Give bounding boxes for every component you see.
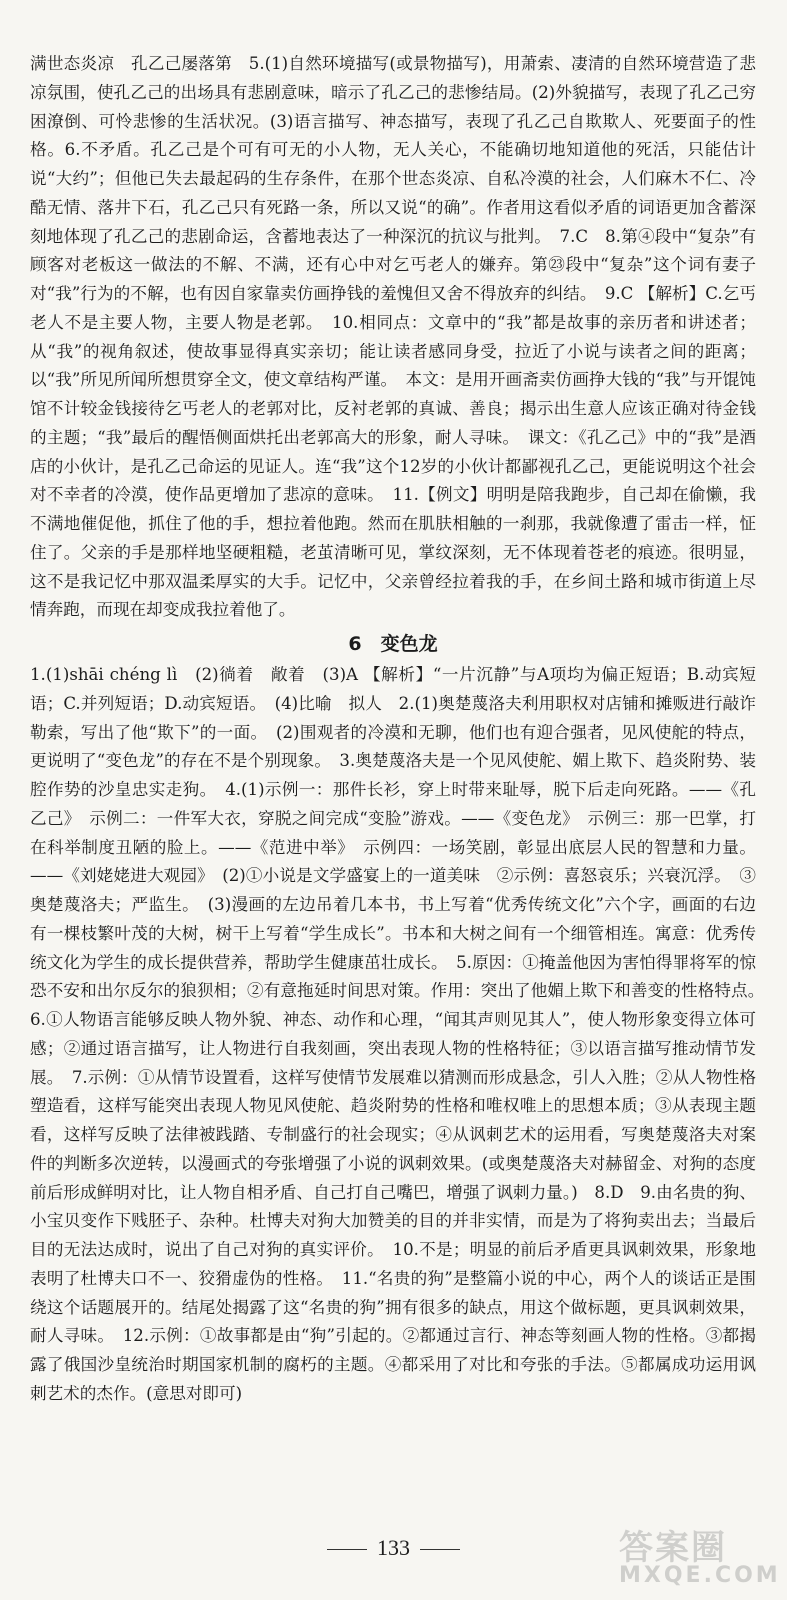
watermark-bottom-text: MXQE.COM (619, 1563, 781, 1588)
answer-text-section-5: 满世态炎凉 孔乙己屡落第 5.(1)自然环境描写(或景物描写)，用萧索、凄清的自然环境营造了悲凉氛围，使孔乙己的出场具有悲剧意味，暗示了孔乙己的悲惨结局。(2)外貌描写，表现了孔乙己穷困潦倒、可怜悲惨的生活状况。(3)语言描写、神态描写，表现了孔乙己自欺欺人、死要面子的性格。6.不矛盾。孔乙己是个可有可无的小人物，无人关心，不能确切地知道他的死活，只能估计说“大约”；但他已失去最起码的生存条件，在那个世态炎凉、自私冷漠的社会，人们麻木不仁、冷酷无情、落井下石，孔乙己只有死路一条，所以又说“的确”。作者用这看似矛盾的词语更加含蓄深刻地体现了孔乙己的悲剧命运，含蓄地表达了一种深沉的抗议与批判。 7.C 8.第④段中“复杂”有顾客对老板这一做法的不解、不满，还有心中对乞丐老人的嫌弃。第㉓段中“复杂”这个词有妻子对“我”行为的不解，也有因自家靠卖仿画挣钱的羞愧但又舍不得放弃的纠结。 9.C 【解析】C.乞丐老人不是主要人物，主要人物是老郭。 10.相同点：文章中的“我”都是故事的亲历者和讲述者；从“我”的视角叙述，使故事显得真实亲切；能让读者感同身受，拉近了小说与读者之间的距离；以“我”所见所闻所想贯穿全文，使文章结构严谨。 本文：是用开画斋卖仿画挣大钱的“我”与开馄饨馆不计较金钱接待乞丐老人的老郭对比，反衬老郭的真诚、善良；揭示出生意人应该正确对待金钱的主题；“我”最后的醒悟侧面烘托出老郭高大的形象，耐人寻味。 课文：《孔乙己》中的“我”是酒店的小伙计，是孔乙己命运的见证人。连“我”这个12岁的小伙计都鄙视孔乙己，更能说明这个社会对不幸者的冷漠，使作品更增加了悲凉的意味。 11.【例文】明明是陪我跑步，自己却在偷懒，我不满地催促他，抓住了他的手，想拉着他跑。然而在肌肤相触的一刹那，我就像遭了雷击一样，怔住了。父亲的手是那样地坚硬粗糙，老茧清晰可见，掌纹深刻，无不体现着苍老的痕迹。很明显，这不是我记忆中那双温柔厚实的大手。记忆中，父亲曾经拉着我的手，在乡间土路和城市街道上尽情奔跑，而现在却变成我拉着他了。 (30, 54, 756, 620)
section-heading: 6 变色龙 (348, 633, 438, 655)
answer-text-section-6: 1.(1)shāi chéng lì (2)徜着 敞着 (3)A 【解析】“一片沉静”与A项均为偏正短语；B.动宾短语；C.并列短语；D.动宾短语。 (4)比喻 拟人 2.(1)奥楚蔑洛夫利用职权对店铺和摊贩进行敲诈勒索，写出了他“欺下”的一面。 (2)围观者的冷漠和无聊，他们也有迎合强者，见风使舵的特点，更说明了“变色龙”的存在不是个别现象。 3.奥楚蔑洛夫是一个见风使舵、媚上欺下、趋炎附势、装腔作势的沙皇忠实走狗。 4.(1)示例一：那件长衫，穿上时带来耻辱，脱下后走向死路。——《孔乙己》 示例二：一件军大衣，穿脱之间完成“变脸”游戏。——《变色龙》 示例三：那一巴掌，打在科举制度丑陋的脸上。——《范进中举》 示例四：一场笑剧，彰显出底层人民的智慧和力量。——《刘姥姥进大观园》 (2)①小说是文学盛宴上的一道美味 ②示例：喜怒哀乐；兴衰沉浮。 ③奥楚蔑洛夫；严监生。 (3)漫画的左边吊着几本书，书上写着“优秀传统文化”六个字，画面的右边有一棵枝繁叶茂的大树，树干上写着“学生成长”。书本和大树之间有一个细管相连。寓意：优秀传统文化为学生的成长提供营养，帮助学生健康茁壮成长。 5.原因：①掩盖他因为害怕得罪将军的惊恐不安和出尔反尔的狼狈相；②有意拖延时间思对策。作用：突出了他媚上欺下和善变的性格特点。 6.①人物语言能够反映人物外貌、神态、动作和心理，“闻其声则见其人”，使人物形象变得立体可感；②通过语言描写，让人物进行自我刻画，突出表现人物的性格特征；③以语言描写推动情节发展。 7.示例：①从情节设置看，这样写使情节发展难以猜测而形成悬念，引人入胜；②从人物性格塑造看，这样写能突出表现人物见风使舵、趋炎附势的性格和唯权唯上的思想本质；③从表现主题看，这样写反映了法律被践踏、专制盛行的社会现实；④从讽刺艺术的运用看，写奥楚蔑洛夫对案件的判断多次逆转，以漫画式的夸张增强了小说的讽刺效果。(或奥楚蔑洛夫对赫留金、对狗的态度前后形成鲜明对比，让人物自相矛盾、自己打自己嘴巴，增强了讽刺力量。) 8.D 9.由名贵的狗、小宝贝变作下贱胚子、杂种。杜博夫对狗大加赞美的目的并非实情，而是为了将狗卖出去；当最后目的无法达成时，说出了自己对狗的真实评价。 10.不是；明显的前后矛盾更具讽刺效果，形象地表明了杜博夫口不一、狡猾虚伪的性格。 11.“名贵的狗”是整篇小说的中心，两个人的谈话正是围绕这个话题展开的。结尾处揭露了这“名贵的狗”拥有很多的缺点，用这个做标题，更具讽刺效果，耐人寻味。 12.示例：①故事都是由“狗”引起的。②都通过言行、神态等刻画人物的性格。③都揭露了俄国沙皇统治时期国家机制的腐朽的主题。④都采用了对比和夸张的手法。⑤都属成功运用讽刺艺术的杰作。(意思对即可) (30, 665, 773, 1403)
watermark-top-text: 答案圈 (619, 1528, 727, 1568)
page-number-right-dash (420, 1549, 460, 1550)
answer-page (30, 50, 773, 1409)
page-number-value: 133 (377, 1535, 410, 1560)
page-number-left-dash (327, 1549, 367, 1550)
watermark-logo (619, 1520, 781, 1592)
